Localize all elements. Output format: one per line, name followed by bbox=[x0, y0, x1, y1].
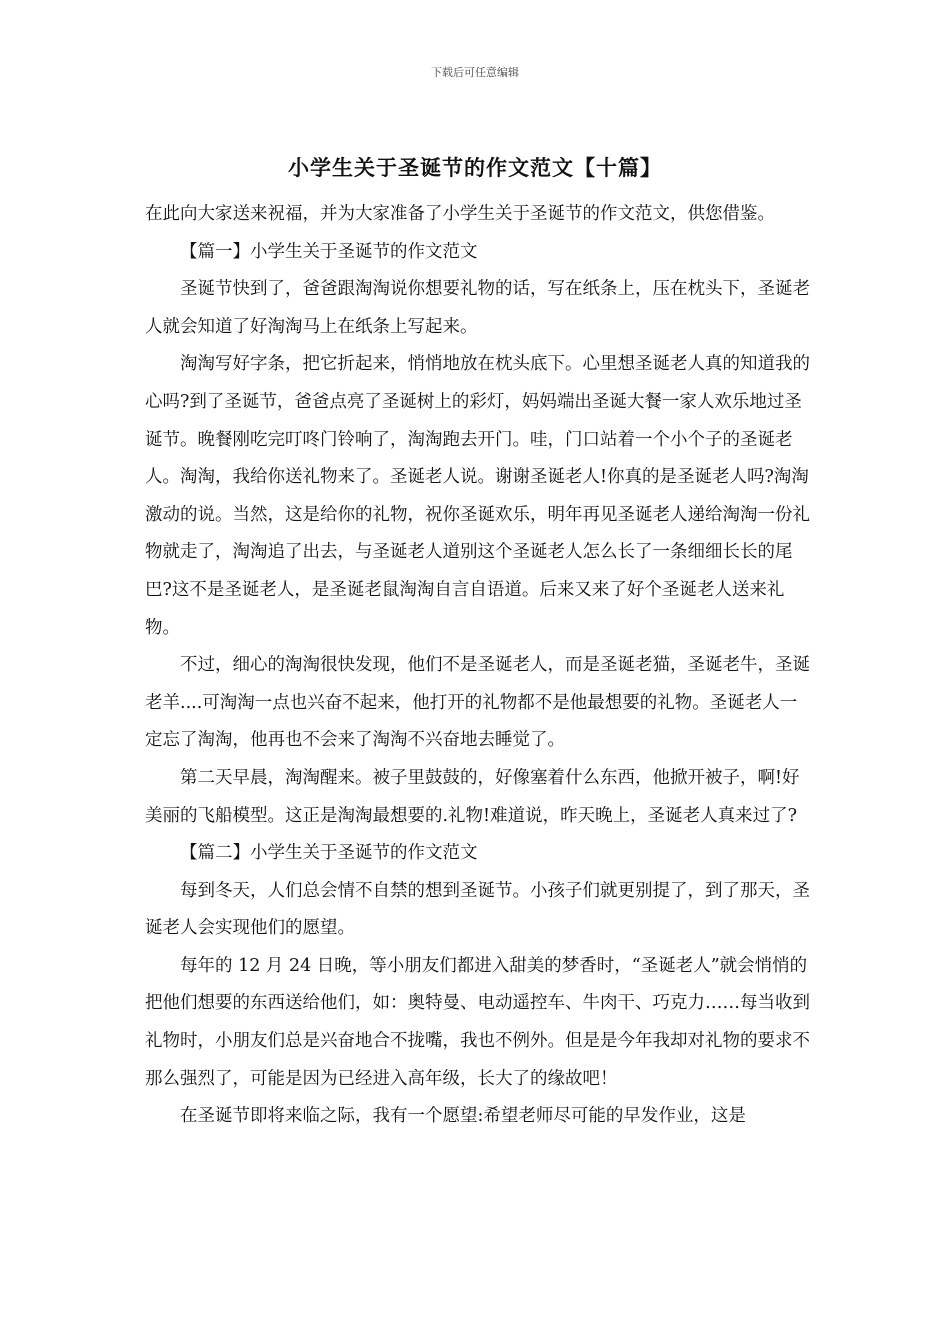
paragraph: 在此向大家送来祝福，并为大家准备了小学生关于圣诞节的作文范文，供您借鉴。 bbox=[145, 204, 775, 224]
document-title: 小学生关于圣诞节的作文范文【十篇】 bbox=[288, 155, 662, 180]
paragraph: 在圣诞节即将来临之际，我有一个愿望:希望老师尽可能的早发作业，这是 bbox=[180, 1106, 746, 1127]
paragraph: 圣诞节快到了，爸爸跟淘淘说你想要礼物的话，写在纸条上，压在枕头下，圣诞老人就会知道了好淘淘马上在纸条上写起来。 bbox=[145, 279, 810, 337]
paragraph: 【篇二】小学生关于圣诞节的作文范文 bbox=[180, 843, 478, 864]
document-body bbox=[145, 196, 810, 1136]
paragraph: 每年的 12 月 24 日晚，等小朋友们都进入甜美的梦香时，“圣诞老人”就会悄悄的把他们想要的东西送给他们，如：奥特曼、电动遥控车、牛肉干、巧克力……每当收到礼物时，小朋友们总是兴奋地合不拢嘴，我也不例外。但是是今年我却对礼物的要求不那么强烈了，可能是因为已经进入高年级，长大了的缘故吧！ bbox=[145, 955, 810, 1089]
paragraph: 不过，细心的淘淘很快发现，他们不是圣诞老人，而是圣诞老猫，圣诞老牛，圣诞老羊....可淘淘一点也兴奋不起来，他打开的礼物都不是他最想要的礼物。圣诞老人一定忘了淘淘，他再也不会来了淘淘不兴奋地去睡觉了。 bbox=[145, 655, 810, 751]
paragraph: 淘淘写好字条，把它折起来，悄悄地放在枕头底下。心里想圣诞老人真的知道我的心吗?到了圣诞节，爸爸点亮了圣诞树上的彩灯，妈妈端出圣诞大餐一家人欢乐地过圣诞节。晚餐刚吃完叮咚门铃响了，淘淘跑去开门。哇，门口站着一个小个子的圣诞老人。淘淘，我给你送礼物来了。圣诞老人说。谢谢圣诞老人!你真的是圣诞老人吗?淘淘激动的说。当然，这是给你的礼物，祝你圣诞欢乐，明年再见圣诞老人递给淘淘一份礼物就走了，淘淘追了出去，与圣诞老人道别这个圣诞老人怎么长了一条细细长长的尾巴?这不是圣诞老人，是圣诞老鼠淘淘自言自语道。后来又来了好个圣诞老人送来礼物。 bbox=[145, 354, 810, 638]
paragraph: 【篇一】小学生关于圣诞节的作文范文 bbox=[180, 241, 478, 262]
paragraph: 第二天早晨，淘淘醒来。被子里鼓鼓的，好像塞着什么东西，他掀开被子，啊!好美丽的飞船模型。这正是淘淘最想要的.礼物!难道说，昨天晚上，圣诞老人真来过了? bbox=[145, 767, 800, 826]
page-header: 下载后可任意编辑 bbox=[431, 66, 519, 79]
paragraph: 每到冬天，人们总会情不自禁的想到圣诞节。小孩子们就更别提了，到了那天，圣诞老人会实现他们的愿望。 bbox=[145, 880, 810, 939]
